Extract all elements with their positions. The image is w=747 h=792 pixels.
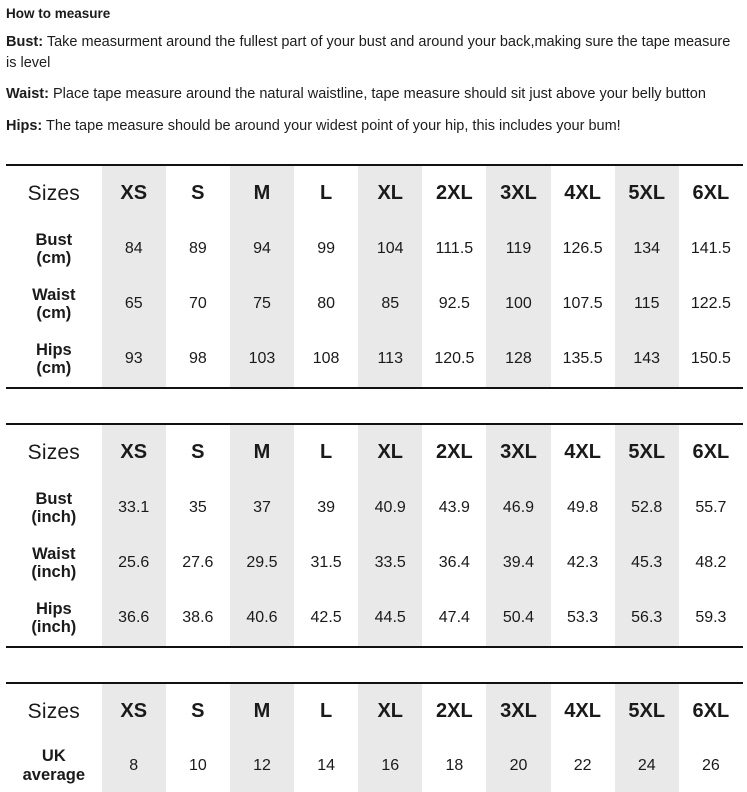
cell-bust-cm-s: 89 (188, 240, 207, 257)
cell-bust-inch-6xl: 55.7 (695, 499, 727, 516)
column-header-xl: XL (358, 425, 422, 481)
column-header-xs: XS (102, 425, 166, 481)
cell-bust-inch-xs: 33.1 (102, 481, 166, 536)
table-row (6, 277, 743, 332)
column-header-3xl: 3XL (486, 166, 550, 222)
column-header-2xl: 2XL (436, 700, 473, 722)
cell-hips-inch-s: 38.6 (182, 609, 214, 626)
cell-uk-xl: 16 (358, 740, 422, 792)
column-header-xs: XS (102, 684, 166, 740)
cell-hips-inch-4xl: 53.3 (567, 609, 599, 626)
how-to-measure-section (0, 0, 747, 137)
column-header-xl: XL (358, 684, 422, 740)
table-header-row (6, 166, 743, 222)
cell-bust-inch-m: 37 (230, 481, 294, 536)
cell-bust-inch-s: 35 (188, 499, 207, 516)
cell-bust-cm-4xl: 126.5 (562, 240, 603, 257)
cell-bust-cm-l: 99 (317, 240, 335, 257)
size-table-cm-wrapper (6, 164, 743, 389)
measure-label-bust: Bust: (6, 34, 44, 51)
cell-hips-inch-l: 42.5 (310, 609, 342, 626)
cell-bust-cm-6xl: 141.5 (690, 240, 731, 257)
column-header-6xl: 6XL (692, 700, 730, 722)
cell-hips-inch-m: 40.6 (230, 591, 294, 646)
measure-text-waist: Place tape measure around the natural waistline, tape measure should sit just above your belly button (48, 86, 706, 103)
cell-hips-cm-3xl: 128 (486, 332, 550, 387)
cell-waist-cm-m: 75 (230, 277, 294, 332)
cell-waist-cm-6xl: 122.5 (690, 295, 731, 312)
cell-waist-inch-m: 29.5 (230, 536, 294, 591)
cell-hips-inch-6xl: 59.3 (695, 609, 727, 626)
table-corner-label: Sizes (27, 181, 80, 205)
cell-hips-inch-xs: 36.6 (102, 591, 166, 646)
row-label-unit: average (22, 765, 86, 784)
column-header-m: M (230, 166, 294, 222)
column-header-3xl: 3XL (486, 684, 550, 740)
table-row (6, 332, 743, 387)
measure-instruction-hips (6, 116, 739, 137)
column-header-l: L (319, 441, 333, 463)
column-header-2xl: 2XL (436, 182, 473, 204)
size-table-inch-wrapper (6, 423, 743, 648)
column-header-4xl: 4XL (564, 700, 601, 722)
cell-waist-inch-6xl: 48.2 (695, 554, 727, 571)
column-header-xl: XL (358, 166, 422, 222)
size-table-cm (6, 166, 743, 387)
column-header-m: M (230, 684, 294, 740)
cell-waist-inch-xl: 33.5 (358, 536, 422, 591)
cell-bust-inch-4xl: 49.8 (567, 499, 599, 516)
cell-waist-inch-5xl: 45.3 (615, 536, 679, 591)
row-label-waist-cm (6, 277, 102, 332)
cell-waist-cm-5xl: 115 (615, 277, 679, 332)
column-header-6xl: 6XL (692, 441, 730, 463)
cell-hips-inch-xl: 44.5 (358, 591, 422, 646)
row-label-text: Hips (35, 599, 72, 618)
column-header-2xl: 2XL (436, 441, 473, 463)
cell-uk-xs: 8 (102, 740, 166, 792)
table-row (6, 222, 743, 277)
row-label-uk-average (6, 740, 102, 792)
row-label-bust-inch (6, 481, 102, 536)
cell-waist-cm-4xl: 107.5 (562, 295, 603, 312)
measure-text-bust: Take measurment around the fullest part of your bust and around your back,making sure the tape measure is level (6, 34, 731, 71)
cell-waist-cm-xs: 65 (102, 277, 166, 332)
cell-waist-cm-3xl: 100 (486, 277, 550, 332)
column-header-5xl: 5XL (615, 425, 679, 481)
cell-bust-cm-xs: 84 (102, 222, 166, 277)
cell-bust-cm-3xl: 119 (486, 222, 550, 277)
cell-uk-s: 10 (188, 756, 207, 774)
row-label-text: Bust (35, 489, 73, 508)
cell-bust-inch-l: 39 (317, 499, 335, 516)
cell-uk-l: 14 (317, 756, 335, 774)
column-header-5xl: 5XL (615, 166, 679, 222)
row-label-unit: (inch) (31, 563, 77, 581)
cell-bust-inch-xl: 40.9 (358, 481, 422, 536)
measure-label-waist: Waist: (6, 86, 49, 103)
row-label-text: Waist (32, 285, 76, 304)
table-header-row (6, 684, 743, 740)
column-header-3xl: 3XL (486, 425, 550, 481)
table-corner-label: Sizes (27, 440, 80, 464)
column-header-xs: XS (102, 166, 166, 222)
table-row (6, 591, 743, 646)
table-corner-label: Sizes (27, 699, 80, 723)
measure-instruction-waist (6, 84, 739, 105)
column-header-l: L (319, 700, 333, 722)
size-table-uk-wrapper (6, 682, 743, 792)
cell-waist-inch-4xl: 42.3 (567, 554, 599, 571)
column-header-4xl: 4XL (564, 182, 601, 204)
cell-hips-cm-4xl: 135.5 (562, 350, 603, 367)
column-header-m: M (230, 425, 294, 481)
cell-uk-4xl: 22 (573, 756, 592, 774)
cell-hips-inch-5xl: 56.3 (615, 591, 679, 646)
column-header-s: S (191, 182, 205, 204)
cell-bust-inch-3xl: 46.9 (486, 481, 550, 536)
cell-uk-3xl: 20 (486, 740, 550, 792)
row-label-waist-inch (6, 536, 102, 591)
row-label-unit: (inch) (31, 618, 77, 636)
cell-hips-cm-m: 103 (230, 332, 294, 387)
cell-waist-cm-xl: 85 (358, 277, 422, 332)
row-label-hips-inch (6, 591, 102, 646)
column-header-4xl: 4XL (564, 441, 601, 463)
row-label-text: Bust (35, 230, 73, 249)
row-label-bust-cm (6, 222, 102, 277)
table-row (6, 536, 743, 591)
column-header-l: L (319, 182, 333, 204)
column-header-6xl: 6XL (692, 182, 730, 204)
cell-bust-inch-5xl: 52.8 (615, 481, 679, 536)
cell-waist-cm-2xl: 92.5 (438, 295, 470, 312)
row-label-unit: (inch) (31, 508, 77, 526)
cell-hips-inch-3xl: 50.4 (486, 591, 550, 646)
column-header-5xl: 5XL (615, 684, 679, 740)
table-row (6, 481, 743, 536)
cell-hips-cm-6xl: 150.5 (690, 350, 731, 367)
cell-bust-cm-2xl: 111.5 (435, 240, 474, 257)
column-header-s: S (191, 441, 205, 463)
cell-bust-cm-xl: 104 (358, 222, 422, 277)
cell-hips-cm-xl: 113 (358, 332, 422, 387)
table-header-row (6, 425, 743, 481)
cell-waist-cm-s: 70 (188, 295, 207, 312)
row-label-text: Hips (35, 340, 72, 359)
row-label-text: UK (41, 747, 66, 766)
cell-bust-cm-m: 94 (230, 222, 294, 277)
cell-waist-inch-2xl: 36.4 (438, 554, 470, 571)
column-header-s: S (191, 700, 205, 722)
cell-hips-cm-s: 98 (188, 350, 207, 367)
row-label-unit: (cm) (36, 304, 72, 322)
cell-hips-cm-l: 108 (312, 350, 340, 367)
cell-hips-inch-2xl: 47.4 (438, 609, 470, 626)
measure-text-hips: The tape measure should be around your widest point of your hip, this includes your bum! (42, 117, 621, 134)
cell-waist-inch-l: 31.5 (310, 554, 342, 571)
cell-uk-6xl: 26 (701, 756, 720, 774)
row-label-hips-cm (6, 332, 102, 387)
cell-uk-m: 12 (230, 740, 294, 792)
row-label-text: Waist (32, 544, 76, 563)
cell-uk-5xl: 24 (615, 740, 679, 792)
row-label-unit: (cm) (36, 359, 72, 377)
cell-waist-cm-l: 80 (317, 295, 335, 312)
table-row (6, 740, 743, 792)
cell-hips-cm-xs: 93 (102, 332, 166, 387)
cell-bust-inch-2xl: 43.9 (438, 499, 470, 516)
page-title: How to measure (6, 6, 111, 21)
size-table-inch (6, 425, 743, 646)
size-table-uk (6, 684, 743, 792)
row-label-unit: (cm) (36, 249, 72, 267)
cell-hips-cm-5xl: 143 (615, 332, 679, 387)
measure-label-hips: Hips: (6, 117, 43, 134)
cell-waist-inch-s: 27.6 (182, 554, 214, 571)
cell-uk-2xl: 18 (445, 756, 464, 774)
cell-waist-inch-xs: 25.6 (102, 536, 166, 591)
cell-waist-inch-3xl: 39.4 (486, 536, 550, 591)
cell-bust-cm-5xl: 134 (615, 222, 679, 277)
cell-hips-cm-2xl: 120.5 (434, 350, 475, 367)
measure-instruction-bust (6, 32, 739, 73)
